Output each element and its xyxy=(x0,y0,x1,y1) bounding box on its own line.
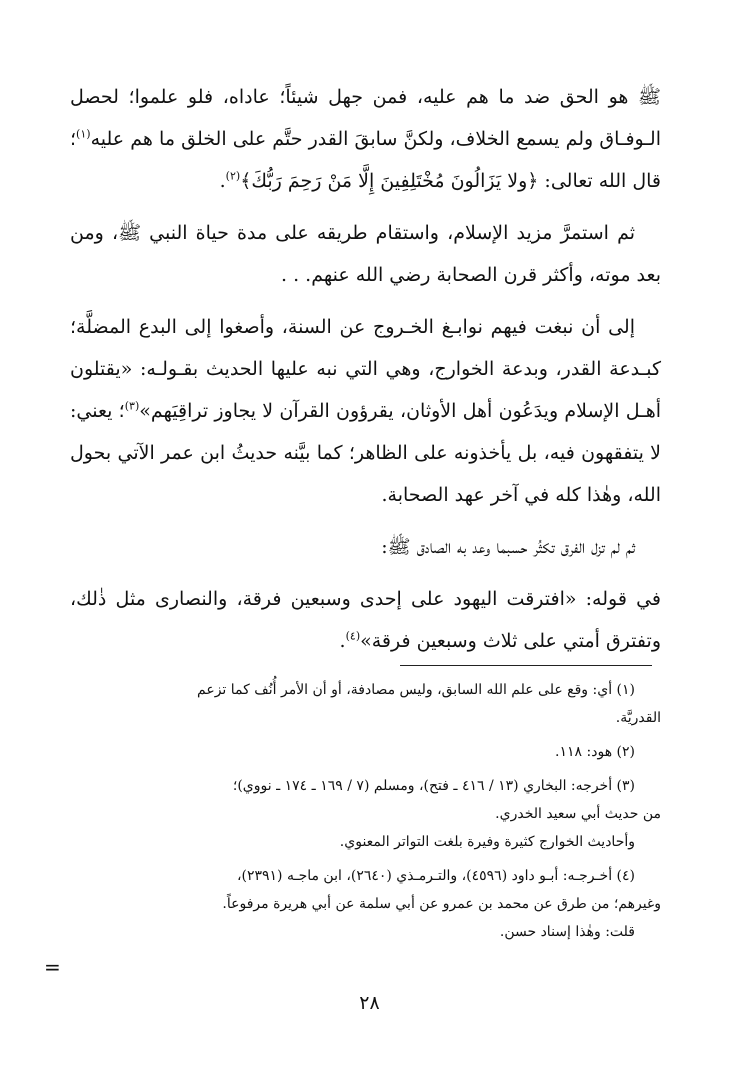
footnote-3-line-2: من حديث أبي سعيد الخدري. xyxy=(495,806,661,822)
footnote-3 xyxy=(70,772,661,856)
paragraph-5-text-a: في قوله: «افترقت اليهود على إحدى وسبعين فرقة، والنصارى مثل ذٰلك، وتفترق أمتي على ثلاث وسبعين فرقة» xyxy=(70,588,661,652)
paragraph-3-text-a: إلى أن نبغت فيهم نوابـغ الخـروج عن السنة، وأصغوا إلى البدع المضلَّة؛ كبـدعة القدر، وبدعة الخوارج، وهي التي نبه عليها الحديث بقـولـه: «يقتلون أهـل الإسلام ويدَعُون أهل الأوثان، يقرؤون القرآن لا يجاوز تراقِيَهم» xyxy=(70,316,661,422)
footnote-4-line-2: وغيرهم؛ من طرق عن محمد بن عمرو عن أبي سلمة عن أبي هريرة مرفوعاً. xyxy=(222,896,661,912)
paragraph-5-text-b: . xyxy=(339,630,346,652)
footnotes xyxy=(70,676,661,952)
paragraph-4: ثم لم تزل الفرق تكثُر حسبما وعد به الصادق ﷺ: xyxy=(381,536,635,558)
footnote-1 xyxy=(70,676,661,732)
footnote-ref-3: (٣) xyxy=(124,399,140,413)
footnote-ref-4: (٤) xyxy=(345,629,361,643)
paragraph-1 xyxy=(70,76,661,202)
footnote-1-line-2: القدريَّة. xyxy=(615,710,661,726)
footnote-separator xyxy=(400,665,652,666)
paragraph-1-text-c: . xyxy=(219,170,226,192)
paragraph-1-text-a: ﷺ هو الحق ضد ما هم عليه، فمن جهل شيئاً؛ عاداه، فلو علموا؛ لحصل الـوفـاق ولم يسمع الخلاف، ولكنَّ سابقَ القدر حتَّم على الخلق ما هم عليه xyxy=(70,86,661,150)
footnote-ref-1: (١) xyxy=(76,127,91,141)
footnote-ref-2: (٢) xyxy=(225,169,241,183)
paragraph-3 xyxy=(70,306,661,516)
footnote-4 xyxy=(70,862,661,946)
footnote-4-line-1: (٤) أخـرجـه: أبـو داود (٤٥٩٦)، والتـرمـذي (٢٦٤٠)، ابن ماجـه (٢٣٩١)، xyxy=(236,868,635,884)
main-text xyxy=(70,76,661,672)
footnote-3-line-3: وأحاديث الخوارج كثيرة وفيرة بلغت التواتر المعنوي. xyxy=(339,834,635,850)
footnote-1-line-1: (١) أي: وقع على علم الله السابق، وليس مصادفة، أو أن الأمر أُنُف كما تزعم xyxy=(197,682,635,698)
footnote-2 xyxy=(70,738,661,766)
paragraph-1-text-b: ؛ قال الله تعالى: ﴿ولا يَزَالُونَ مُخْتَلِفِينَ إِلَّا مَنْ رَحِمَ رَبُّكَ﴾ xyxy=(70,128,661,192)
paragraph-3-text-b: ؛ يعني: لا يتفقهون فيه، بل يأخذونه على الظاهر؛ كما بيَّنه حديثُ ابن عمر الآتي بحول الله، وهٰذا كله في آخر عهد الصحابة. xyxy=(70,400,661,506)
footnote-4-line-3: قلت: وهٰذا إسناد حسن. xyxy=(499,924,635,940)
footnote-2-line-1: (٢) هود: ١١٨. xyxy=(555,744,635,760)
continuation-mark: = xyxy=(44,955,61,979)
footnote-3-line-1: (٣) أخرجه: البخاري (١٣ / ٤١٦ ـ فتح)، ومسلم (٧ / ١٦٩ ـ ١٧٤ ـ نووي)؛ xyxy=(232,778,635,794)
paragraph-5 xyxy=(70,578,661,662)
paragraph-2: ثم استمرَّ مزيد الإسلام، واستقام طريقه على مدة حياة النبي ﷺ، ومن بعد موته، وأكثر قرن الصحابة رضي الله عنهم. . . xyxy=(70,222,661,286)
page-number: ٢٨ xyxy=(359,992,380,1014)
